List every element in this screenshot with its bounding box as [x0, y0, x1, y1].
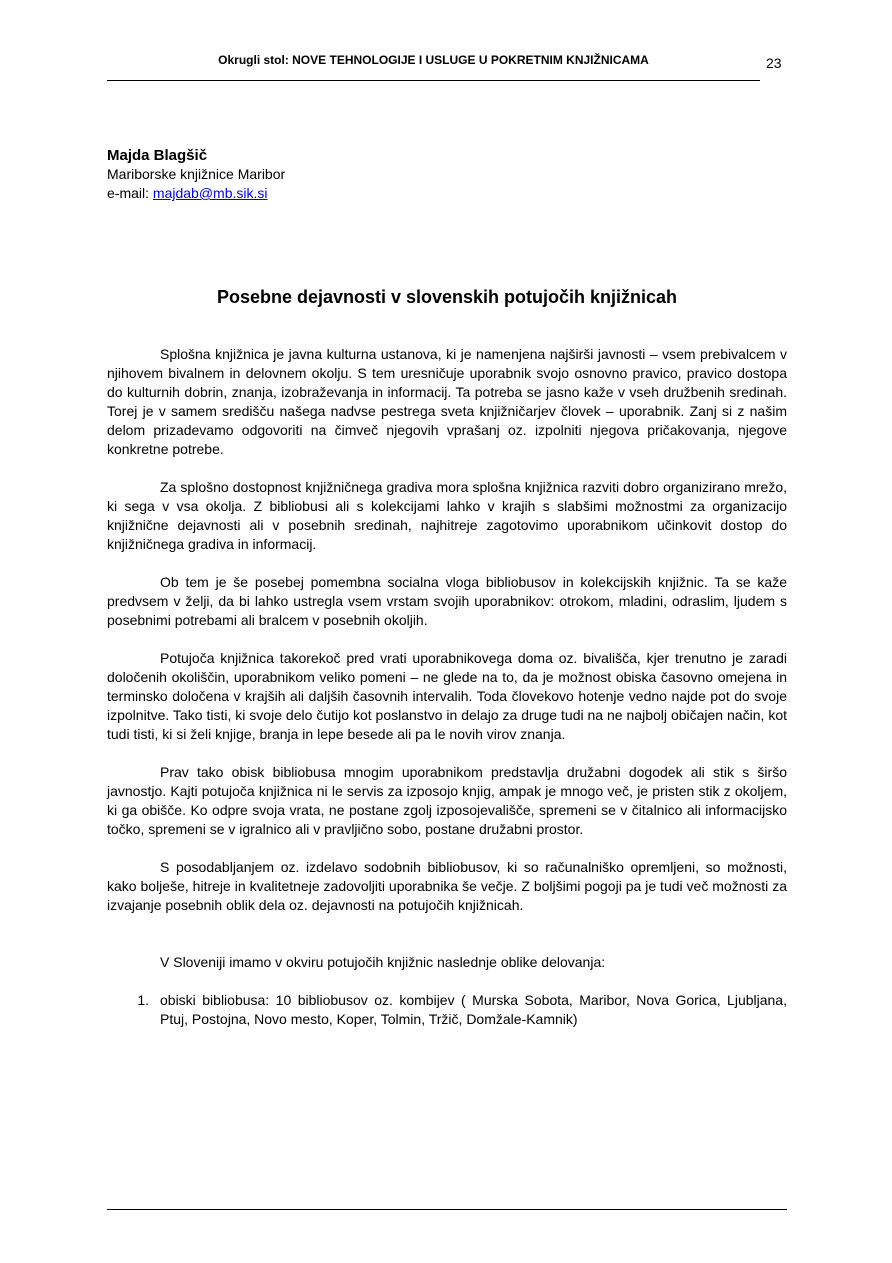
author-email-line	[107, 184, 285, 203]
email-label: e-mail:	[107, 185, 153, 201]
paragraph: Ob tem je še posebej pomembna socialna vloga bibliobusov in kolekcijskih knjižnic. Ta se kaže predvsem v želji, da bi lahko ustregla vsem vrstam svojih uporabnikov: otrokom, mladini, odraslim, ljudem s posebnimi potrebami ali bralcem v posebnih okoljih.	[107, 574, 787, 628]
page-number: 23	[766, 55, 782, 71]
list-item-number: 1.	[137, 992, 149, 1008]
paragraph: Potujoča knjižnica takorekoč pred vrati uporabnikovega doma oz. bivališča, kjer trenutno je zaradi določenih okoliščin, uporabnikom veliko pomeni – ne glede na to, da je možnost obiska časovno omejena in terminsko določena v krajših ali daljših časovnih intervalih. Toda človekovo hotenje vedno najde pot do svoje izpolnitve. Tako tisti, ki svoje delo čutijo kot poslanstvo in delajo za druge tudi na ne najbolj običajen način, kot tudi tisti, ki si želi knjige, branja in lepe besede ali pa le novih virov znanja.	[107, 650, 787, 742]
document-title: Posebne dejavnosti v slovenskih potujočih knjižnicah	[216, 287, 678, 307]
author-name: Majda Blagšič	[107, 147, 208, 164]
footer-divider	[107, 1209, 787, 1210]
list-intro: V Sloveniji imamo v okviru potujočih knjižnic naslednje oblike delovanja:	[160, 954, 606, 970]
paragraph: Splošna knjižnica je javna kulturna ustanova, ki je namenjena najširši javnosti – vsem prebivalcem v njihovem bivalnem in delovnem okolju. S tem uresničuje uporabnik svojo osnovno pravico, pravico dostopa do kulturnih dobrin, znanja, izobraževanja in informacij. Ta potreba se jasno kaže v vseh družbenih sredinah. Torej je v samem središču našega nadvse pestrega sveta knjižničarjev človek – uporabnik. Zanj si z našim delom prizadevamo odgovoriti na čimveč njegovih vprašanj oz. izpolniti njegova pričakovanja, njegove konkretne potrebe.	[107, 346, 787, 457]
paragraph: S posodabljanjem oz. izdelavo sodobnih bibliobusov, ki so računalniško opremljeni, so možnosti, kako bolješe, hitreje in kvalitetneje zadovoljiti uporabnika še večje. Z boljšimi pogoji pa je tudi več možnosti za izvajanje posebnih oblik dela oz. dejavnosti na potujočih knjižnicah.	[107, 859, 787, 913]
author-block	[107, 146, 285, 203]
header-divider	[107, 80, 760, 81]
paragraph: Prav tako obisk bibliobusa mnogim uporabnikom predstavlja družabni dogodek ali stik s širšo javnostjo. Kajti potujoča knjižnica ni le servis za izposojo knjig, ampak je mnogo več, je pristen stik z okoljem, ki ga obišče. Ko odpre svoja vrata, ne postane zgolj izposojevališče, spremeni se v čitalnico ali informacijsko točko, spremeni se v igralnico ali v pravljično sobo, postane družabni prostor.	[107, 764, 787, 837]
paragraph: Za splošno dostopnost knjižničnega gradiva mora splošna knjižnica razviti dobro organizirano mrežo, ki sega v vsa okolja. Z bibliobusi ali s kolekcijami lahko v krajih s slabšimi možnostmi za organizacijo knjižnične dejavnosti ali v posebnih sredinah, najhitreje zagotovimo uporabnikom učinkovit dostop do knjižničnega gradiva in informacij.	[107, 479, 787, 552]
email-link[interactable]: majdab@mb.sik.si	[152, 185, 268, 201]
body-text	[107, 345, 787, 1029]
running-header: Okrugli stol: NOVE TEHNOLOGIJE I USLUGE U POKRETNIM KNJIŽNICAMA	[218, 53, 649, 67]
author-affiliation: Mariborske knjižnice Maribor	[107, 166, 286, 182]
list-item	[107, 991, 787, 1029]
list-item-text: obiski bibliobusa: 10 bibliobusov oz. kombijev ( Murska Sobota, Maribor, Nova Gorica, Ljubljana, Ptuj, Postojna, Novo mesto, Koper, Tolmin, Tržič, Domžale-Kamnik)	[160, 992, 787, 1027]
